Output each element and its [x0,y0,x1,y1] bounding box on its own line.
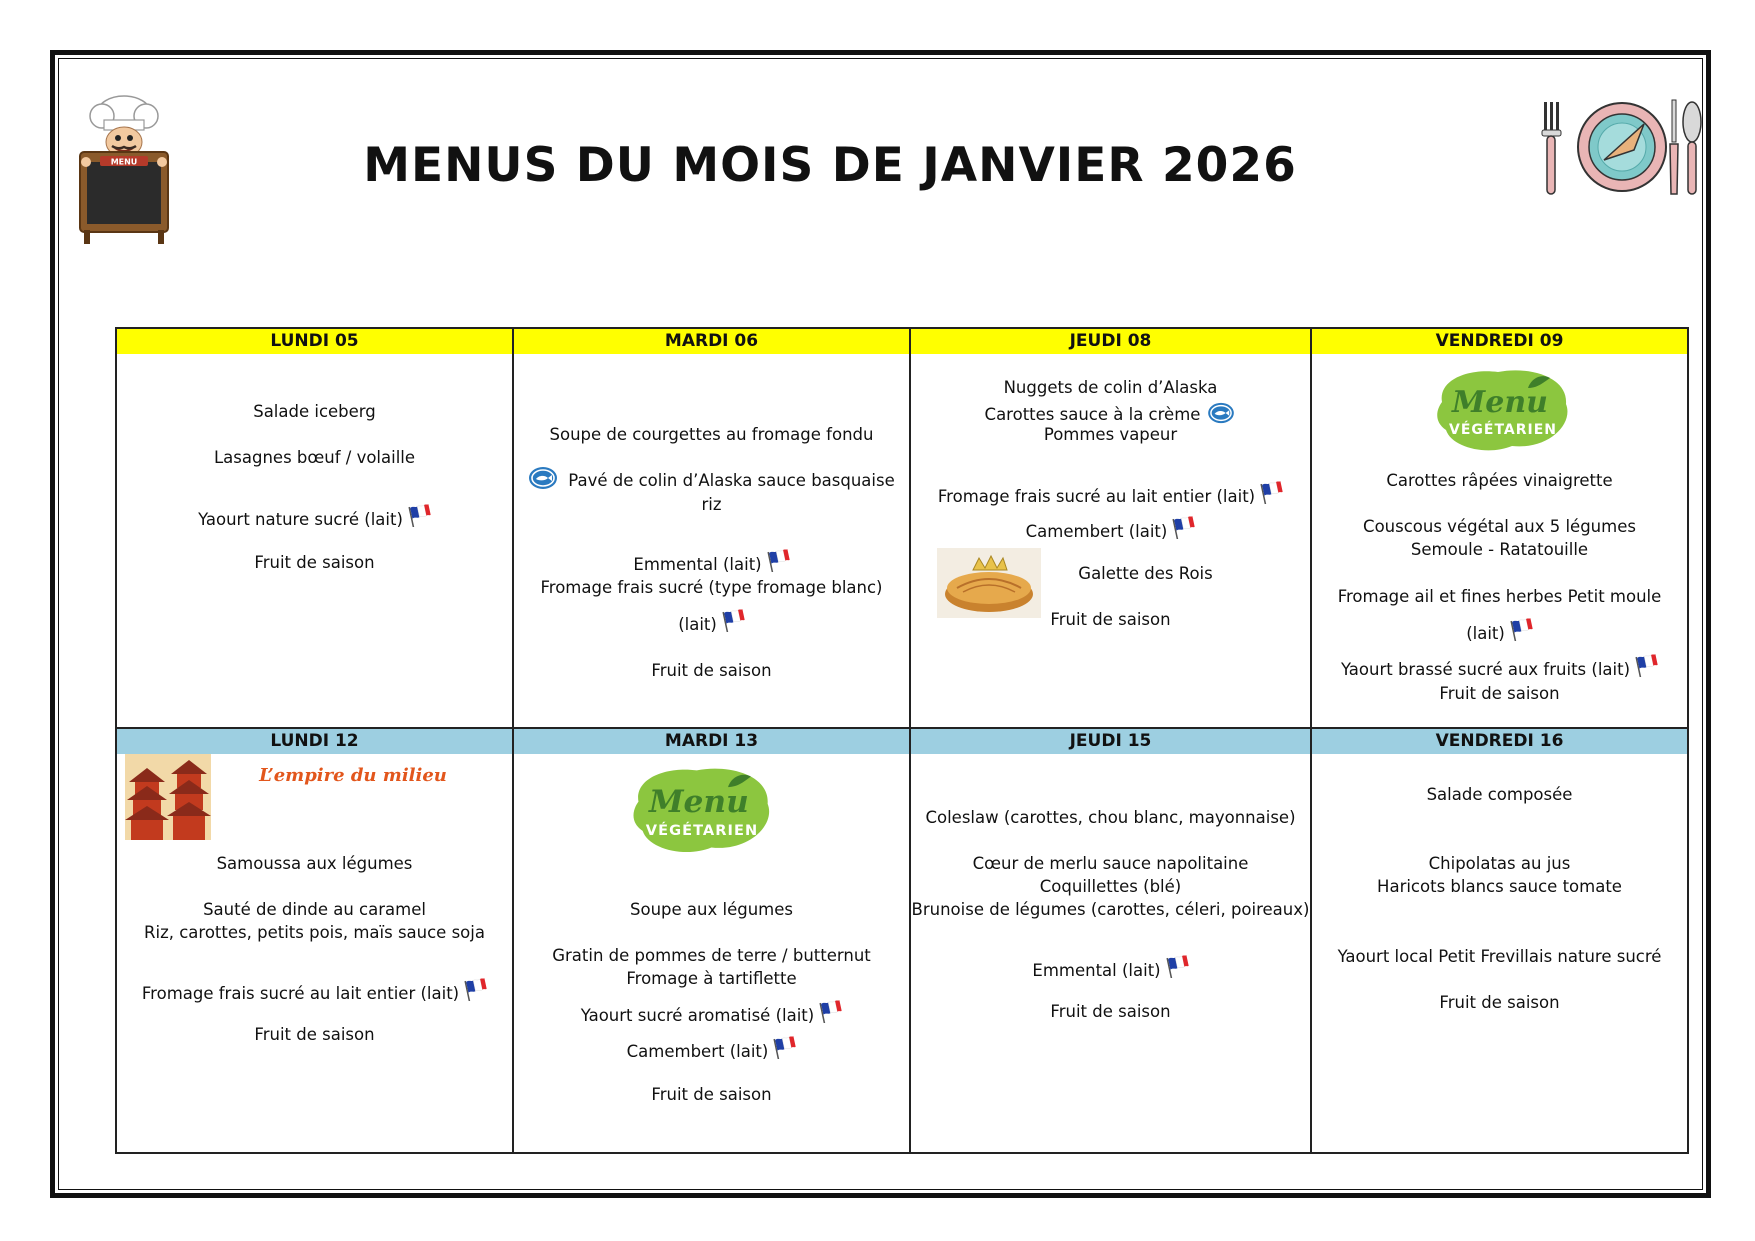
menu-item: Coleslaw (carottes, chou blanc, mayonnaise) [925,808,1296,827]
menu-item: Fromage frais sucré (type fromage blanc) [540,578,883,597]
menu-item: Yaourt brassé sucré aux fruits (lait) [1312,653,1687,679]
menu-item: Semoule - Ratatouille [1410,540,1589,559]
menu-item: Emmental (lait) [514,548,909,574]
menu-item: Fruit de saison [651,1085,772,1104]
day-header-mardi-13: MARDI 13 [514,729,909,754]
menu-item: Nuggets de colin d’Alaska [1003,378,1218,397]
menu-item: Salade composée [1426,785,1573,804]
menu-item: Carottes sauce à la crème [911,402,1310,424]
chef-illustration-icon [72,90,187,245]
menu-item: Fruit de saison [1050,1002,1171,1021]
french-flag-icon [1171,515,1195,539]
french-flag-icon [1259,480,1283,504]
menu-item: Chipolatas au jus [1428,854,1571,873]
menu-cell-mardi-06 [514,354,909,727]
menu-item: Fromage ail et fines herbes Petit moule [1337,587,1662,606]
menu-item: Yaourt sucré aromatisé (lait) [514,999,909,1025]
chef-sign-text: MENU [110,157,138,167]
menu-item: Fromage à tartiflette [626,969,797,988]
day-header-lundi-12: LUNDI 12 [117,729,512,754]
french-flag-icon [721,608,745,632]
menu-item: Camembert (lait) [911,515,1310,541]
menu-item: Cœur de merlu sauce napolitaine [972,854,1249,873]
menu-item: Soupe aux légumes [630,900,793,919]
day-header-jeudi-15: JEUDI 15 [911,729,1310,754]
menu-item: Soupe de courgettes au fromage fondu [549,425,874,444]
veg-script-text: Menu [1452,385,1548,420]
menu-cell-vendredi-09 [1312,354,1687,727]
day-header-mardi-06: MARDI 06 [514,329,909,354]
menu-item: Samoussa aux légumes [216,854,413,873]
day-header-vendredi-09: VENDREDI 09 [1312,329,1687,354]
menu-item: (lait) [514,608,909,634]
french-flag-icon [407,503,431,527]
menu-item: Couscous végétal aux 5 légumes [1363,517,1636,536]
day-header-lundi-05: LUNDI 05 [117,329,512,354]
plate-cutlery-icon [1534,92,1704,202]
menu-item: Fruit de saison [651,661,772,680]
menu-item: Fruit de saison [1050,610,1171,629]
menu-item: Emmental (lait) [911,954,1310,980]
page-title: MENUS DU MOIS DE JANVIER 2026 [363,138,1297,193]
veg-script-text: Menu [648,784,749,821]
menu-item: Fruit de saison [1439,684,1560,703]
vegetarian-menu-badge [622,760,782,860]
pagoda-image [125,754,211,840]
menu-item: Yaourt local Petit Frevillais nature sucré [1337,947,1662,966]
veg-word-text: VÉGÉTARIEN [1448,422,1558,438]
menu-item: Sauté de dinde au caramel [203,900,426,919]
galette-des-rois-image [937,548,1041,618]
day-header-jeudi-08: JEUDI 08 [911,329,1310,354]
menu-item: Carottes râpées vinaigrette [1386,471,1613,490]
menu-cell-lundi-12 [117,754,512,1152]
menu-item: Fruit de saison [254,1025,375,1044]
french-flag-icon [1165,954,1189,978]
menu-item: riz [701,495,722,514]
menu-cell-vendredi-16 [1312,754,1687,1152]
menu-item: (lait) [1312,617,1687,643]
menu-item: Brunoise de légumes (carottes, céleri, poireaux) [911,900,1310,919]
menu-item: Pommes vapeur [1043,425,1178,444]
msc-fish-icon [1206,402,1236,424]
menu-item: Lasagnes bœuf / volaille [213,448,416,467]
french-flag-icon [772,1035,796,1059]
menu-cell-jeudi-08 [911,354,1310,727]
menu-item: Salade iceberg [253,402,376,421]
menu-cell-mardi-13 [514,754,909,1152]
french-flag-icon [463,977,487,1001]
french-flag-icon [1509,617,1533,641]
menu-item: Fruit de saison [1439,993,1560,1012]
day-header-vendredi-16: VENDREDI 16 [1312,729,1687,754]
menu-item: Coquillettes (blé) [1039,877,1182,896]
french-flag-icon [818,999,842,1023]
menu-item: Riz, carottes, petits pois, maïs sauce soja [144,923,485,942]
menu-cell-jeudi-15 [911,754,1310,1152]
menu-item: Camembert (lait) [514,1035,909,1061]
theme-empire-label: L’empire du milieu [259,765,447,786]
veg-word-text: VÉGÉTARIEN [645,822,759,839]
french-flag-icon [766,548,790,572]
menu-item: Galette des Rois [1078,564,1213,583]
menu-cell-lundi-05 [117,354,512,727]
menu-item: Pavé de colin d’Alaska sauce basquaise [568,471,895,490]
vegetarian-menu-badge [1428,362,1578,458]
menu-item: Gratin de pommes de terre / butternut [552,946,871,965]
french-flag-icon [1634,653,1658,677]
menu-item: Fruit de saison [254,553,375,572]
menu-item: Fromage frais sucré au lait entier (lait) [117,977,512,1003]
menu-item: Haricots blancs sauce tomate [1377,877,1622,896]
menu-item: Yaourt nature sucré (lait) [117,503,512,529]
menu-item: Fromage frais sucré au lait entier (lait) [911,480,1310,506]
